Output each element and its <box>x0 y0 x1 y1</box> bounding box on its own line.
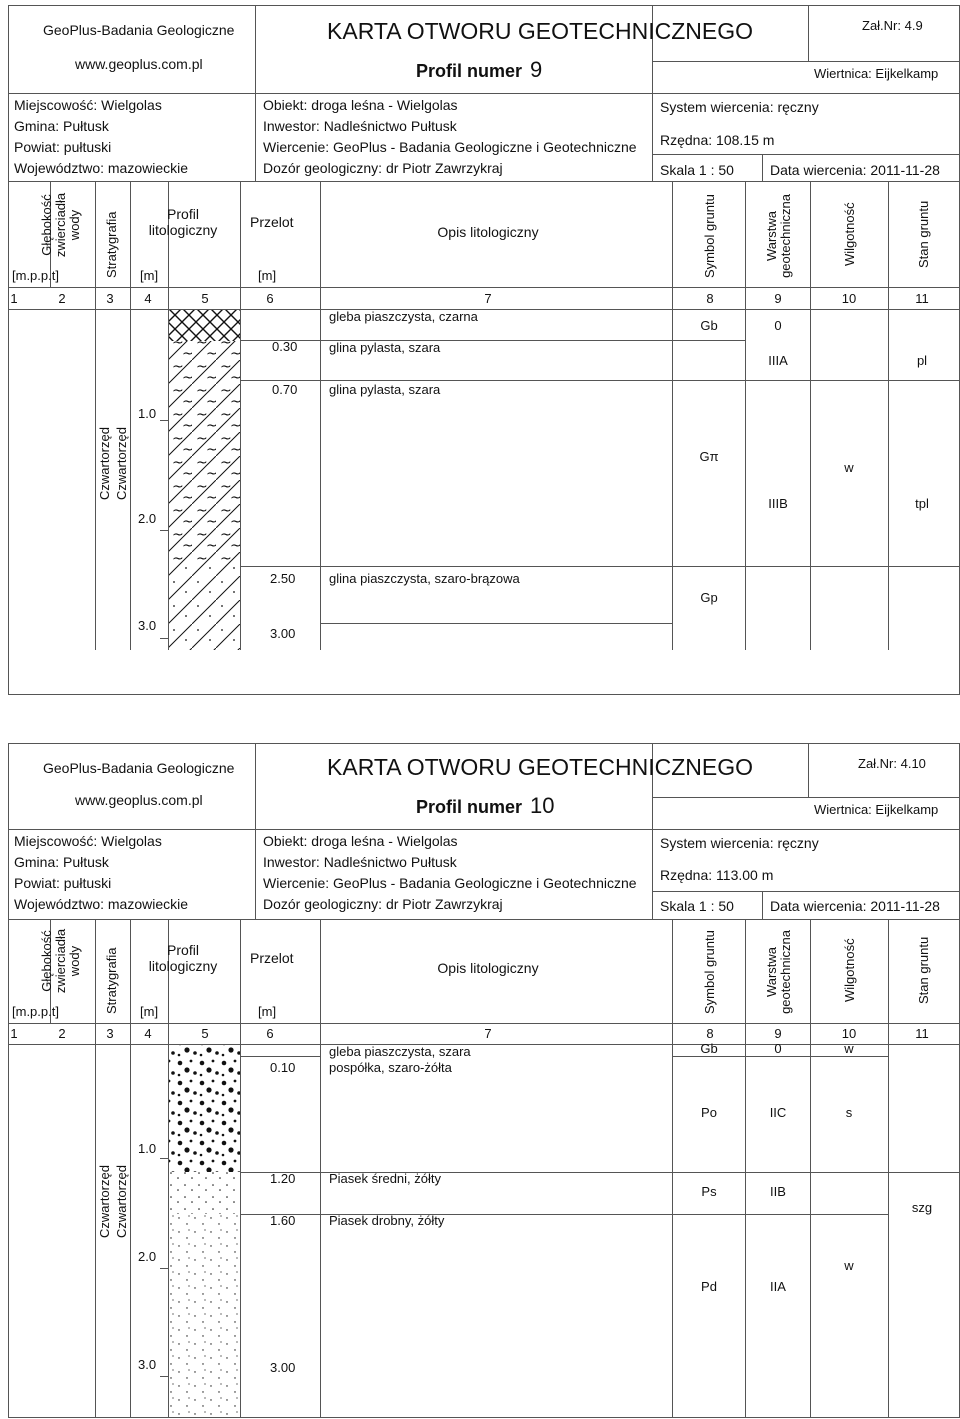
card-title: KARTA OTWORU GEOTECHNICZNEGO <box>327 754 753 780</box>
project-object: Obiekt: droga leśna - Wielgolas <box>263 97 458 113</box>
col-number: 5 <box>201 1026 209 1041</box>
col-number: 11 <box>915 1026 929 1041</box>
lith-description: Piasek drobny, żółty <box>329 1213 445 1228</box>
stratigraphy-label: Czwartorzęd <box>97 1165 112 1238</box>
col-number: 7 <box>484 291 492 306</box>
location-voivodeship: Województwo: mazowieckie <box>14 160 189 176</box>
header-soil-state: Stan gruntu <box>916 200 931 268</box>
lith-clay <box>169 341 240 567</box>
col-number: 5 <box>201 291 209 306</box>
lith-description: pospółka, szaro-żółta <box>329 1060 452 1075</box>
geotech-layer: IIC <box>769 1105 787 1120</box>
col-number: 3 <box>106 1026 114 1041</box>
lith-description: gleba piaszczysta, czarna <box>329 309 478 324</box>
lith-description: glina pylasta, szara <box>329 382 441 397</box>
interval-value: 0.70 <box>272 382 298 397</box>
stratigraphy-label: Czwartorzęd <box>97 427 112 500</box>
interval-value: 3.00 <box>270 1360 296 1375</box>
header-moisture: Wilgotność <box>842 202 857 266</box>
drill-date: Data wiercenia: 2011-11-28 <box>770 898 940 914</box>
geotech-layer: IIIA <box>768 353 788 368</box>
header-stratigraphy: Stratygrafia <box>104 947 119 1014</box>
header-water-unit: [m.p.p.t] <box>12 1004 59 1019</box>
profile-number: Profil numer 10 <box>416 793 555 818</box>
profile-number: Profil numer 9 <box>416 57 543 82</box>
col-number: 10 <box>841 291 857 306</box>
interval-value: 3.00 <box>270 626 296 641</box>
lith-topsoil <box>169 310 240 341</box>
borehole-card-10 <box>0 738 960 1419</box>
drill-date: Data wiercenia: 2011-11-28 <box>770 162 940 178</box>
depth-tick: 2.0 <box>138 1249 157 1264</box>
col-number: 2 <box>58 1026 66 1041</box>
interval-value: 0.10 <box>270 1060 296 1075</box>
moisture-value: w <box>844 1041 854 1056</box>
soil-symbol: Po <box>701 1105 717 1120</box>
company-name: GeoPlus-Badania Geologiczne <box>43 760 235 776</box>
lith-fine-sand <box>169 1214 240 1417</box>
soil-symbol: Gp <box>700 590 718 605</box>
header-water-depth: Głębokość zwierciadła wody <box>39 192 82 258</box>
location-commune: Gmina: Pułtusk <box>14 854 109 870</box>
header-stratigraphy: Stratygrafia <box>104 211 119 278</box>
interval-value: 1.20 <box>270 1171 296 1186</box>
drilling-rig: Wiertnica: Eijkelkamp <box>814 802 939 817</box>
depth-tick: 1.0 <box>138 1141 157 1156</box>
header-water-depth: Głębokość zwierciadła wody <box>39 928 82 994</box>
soil-symbol: Ps <box>701 1184 717 1199</box>
geotech-layer: IIB <box>770 1184 786 1199</box>
col-number: 9 <box>774 291 782 306</box>
company-name: GeoPlus-Badania Geologiczne <box>43 22 235 38</box>
soil-symbol: Gπ <box>699 449 719 464</box>
website-link[interactable]: www.geoplus.com.pl <box>75 792 203 808</box>
col-number: 6 <box>266 1026 274 1041</box>
location-commune: Gmina: Pułtusk <box>14 118 109 134</box>
col-number: 1 <box>10 1026 18 1041</box>
col-number: 1 <box>10 291 18 306</box>
lith-sandy-clay <box>169 567 240 650</box>
project-investor: Inwestor: Nadleśnictwo Pułtusk <box>263 118 457 134</box>
depth-tick: 3.0 <box>138 618 157 633</box>
header-soil-state: Stan gruntu <box>916 936 931 1004</box>
lith-description: Piasek średni, żółty <box>329 1171 441 1186</box>
stratigraphy-label: Czwartorzęd <box>114 427 129 500</box>
soil-symbol: Gb <box>700 318 718 333</box>
header-water-unit: [m.p.p.t] <box>12 268 59 283</box>
col-number: 9 <box>774 1026 782 1041</box>
col-number: 6 <box>266 291 274 306</box>
scale: Skala 1 : 50 <box>660 898 734 914</box>
header-description: Opis litologiczny <box>437 960 539 976</box>
header-depth-unit: [m] <box>140 268 159 283</box>
project-driller: Wiercenie: GeoPlus - Badania Geologiczne i Geotechniczne <box>263 875 637 891</box>
interval-value: 0.30 <box>272 339 298 354</box>
lith-description: glina piaszczysta, szaro-brązowa <box>329 571 520 586</box>
project-object: Obiekt: droga leśna - Wielgolas <box>263 833 458 849</box>
project-investor: Inwestor: Nadleśnictwo Pułtusk <box>263 854 457 870</box>
attachment-number: Zał.Nr: 4.9 <box>862 18 923 33</box>
header-interval: Przelot <box>250 950 294 966</box>
col-number: 8 <box>706 291 714 306</box>
location-county: Powiat: pułtuski <box>14 139 112 155</box>
location-county: Powiat: pułtuski <box>14 875 112 891</box>
geotech-layer: 0 <box>774 1041 782 1056</box>
col-number: 7 <box>484 1026 492 1041</box>
website-link[interactable]: www.geoplus.com.pl <box>75 56 203 72</box>
moisture-value: w <box>844 1258 854 1273</box>
drill-system: System wiercenia: ręczny <box>660 835 819 851</box>
card-title: KARTA OTWORU GEOTECHNICZNEGO <box>327 18 753 44</box>
depth-tick: 3.0 <box>138 1357 157 1372</box>
interval-value: 2.50 <box>270 571 296 586</box>
elevation: Rzędna: 113.00 m <box>660 867 774 883</box>
depth-tick: 1.0 <box>138 406 157 421</box>
header-depth-unit: [m] <box>140 1004 159 1019</box>
interval-value: 1.60 <box>270 1213 296 1228</box>
header-profile: Profil litologiczny <box>148 942 218 974</box>
soil-symbol: Pd <box>701 1279 717 1294</box>
attachment-number: Zał.Nr: 4.10 <box>858 756 926 771</box>
header-profile: Profil litologiczny <box>148 206 218 238</box>
moisture-value: s <box>845 1105 853 1120</box>
depth-tick: 2.0 <box>138 511 157 526</box>
drilling-rig: Wiertnica: Eijkelkamp <box>814 66 939 81</box>
col-number: 3 <box>106 291 114 306</box>
geotech-layer: IIIB <box>768 496 788 511</box>
location-town: Miejscowość: Wielgolas <box>14 97 162 113</box>
borehole-card-9 <box>0 0 960 700</box>
scale: Skala 1 : 50 <box>660 162 734 178</box>
elevation: Rzędna: 108.15 m <box>660 132 775 148</box>
lith-gravel-sand <box>169 1045 240 1172</box>
col-number: 4 <box>144 291 152 306</box>
col-number: 11 <box>915 291 929 306</box>
col-number: 8 <box>706 1026 714 1041</box>
moisture-value: w <box>844 460 854 475</box>
soil-state: szg <box>911 1200 933 1215</box>
geotech-layer: IIA <box>770 1279 786 1294</box>
col-number: 2 <box>58 291 66 306</box>
location-town: Miejscowość: Wielgolas <box>14 833 162 849</box>
project-driller: Wiercenie: GeoPlus - Badania Geologiczne i Geotechniczne <box>263 139 637 155</box>
lith-medium-sand <box>169 1172 240 1214</box>
col-number: 10 <box>841 1026 857 1041</box>
header-soil-symbol: Symbol gruntu <box>702 194 717 278</box>
project-supervision: Dozór geologiczny: dr Piotr Zawrzykraj <box>263 896 503 912</box>
project-supervision: Dozór geologiczny: dr Piotr Zawrzykraj <box>263 160 503 176</box>
lith-description: glina pylasta, szara <box>329 340 441 355</box>
soil-symbol: Gb <box>700 1041 718 1056</box>
header-interval-unit: [m] <box>258 1004 277 1019</box>
soil-state: pl <box>916 353 928 368</box>
lith-description: gleba piaszczysta, szara <box>329 1044 471 1059</box>
soil-state: tpl <box>915 496 929 511</box>
header-description: Opis litologiczny <box>437 224 539 240</box>
header-interval-unit: [m] <box>258 268 277 283</box>
col-number: 4 <box>144 1026 152 1041</box>
drill-system: System wiercenia: ręczny <box>660 99 819 115</box>
location-voivodeship: Województwo: mazowieckie <box>14 896 189 912</box>
header-moisture: Wilgotność <box>842 938 857 1002</box>
header-geotech-layer: Warstwa geotechniczna <box>764 930 793 1014</box>
header-interval: Przelot <box>250 214 294 230</box>
geotech-layer: 0 <box>774 318 782 333</box>
stratigraphy-label: Czwartorzęd <box>114 1165 129 1238</box>
header-geotech-layer: Warstwa geotechniczna <box>764 194 793 278</box>
header-soil-symbol: Symbol gruntu <box>702 930 717 1014</box>
